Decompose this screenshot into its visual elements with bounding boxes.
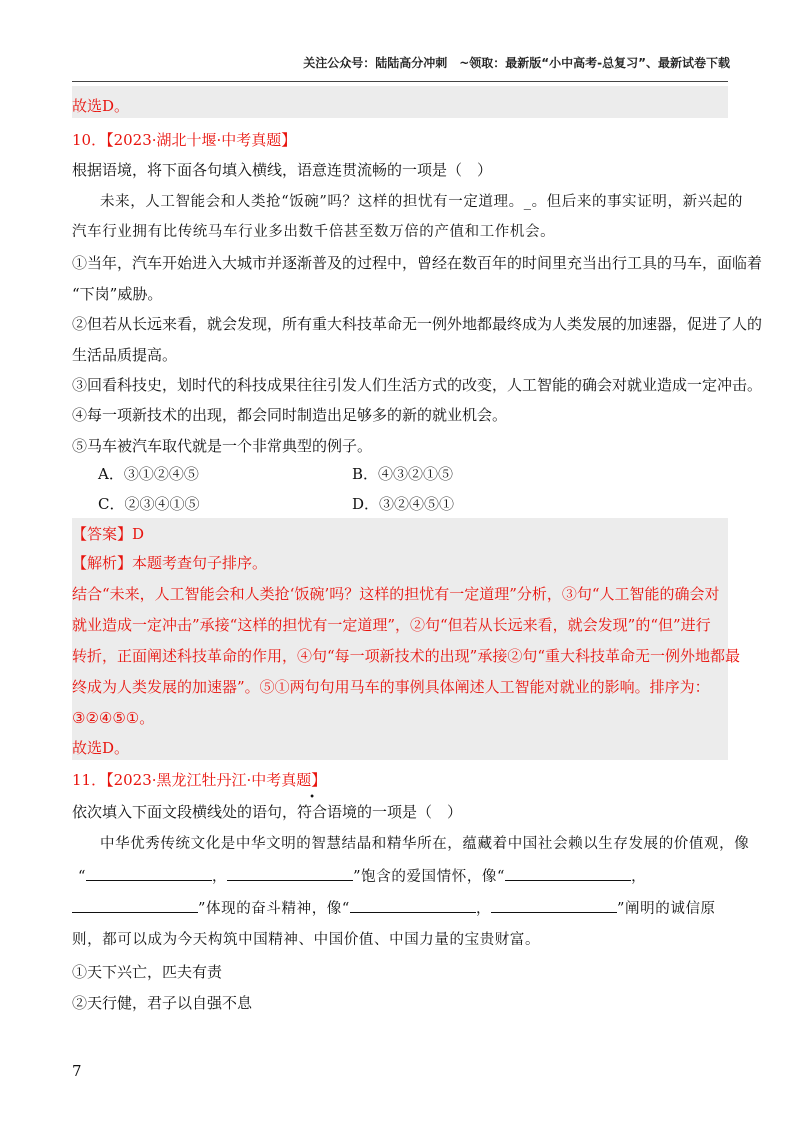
q11-item-2: ②天行健，君子以自强不息 — [72, 994, 253, 1012]
q10-analysis-line-5: ③②④⑤①。 — [72, 709, 155, 727]
blank-1[interactable] — [86, 866, 212, 881]
q10-option-a[interactable]: A．③①②④⑤ — [98, 465, 199, 483]
q11-passage-line-1: 中华优秀传统文化是中华文明的智慧结晶和精华所在，蕴藏着中国社会赖以生存发展的价值观，像 — [100, 836, 750, 852]
q11-stem: 依次填入下面文段横线处的语句，符合语境的一项是（ ） — [72, 803, 463, 821]
q10-analysis-line-3: 转折，正面阐述科技革命的作用，④句“每一项新技术的出现”承接②句“重大科技革命无一例外地都最 — [72, 647, 741, 665]
q10-stem: 根据语境，将下面各句填入横线，语意连贯流畅的一项是（ ） — [72, 161, 493, 179]
q10-option-b[interactable]: B．④③②①⑤ — [352, 465, 454, 483]
q11-passage-line-3: ”体现的奋斗精神，像“ ， ”阐明的诚信原 — [72, 898, 728, 919]
q11-item-1: ①天下兴亡，匹夫有责 — [72, 963, 223, 981]
blank-4[interactable] — [72, 898, 198, 913]
q10-analysis-line-1: 结合“未来，人工智能会和人类抢‘饭碗’吗？这样的担忧有一定道理”分析，③句“人工智能的确会对 — [72, 585, 720, 603]
blank-5[interactable] — [350, 898, 476, 913]
q10-analysis-line-4: 终成为人类发展的加速器”。⑤①两句句用马车的事例具体阐述人工智能对就业的影响。排序为： — [72, 678, 710, 696]
q11-passage-line-4: 则，都可以成为今天构筑中国精神、中国价值、中国力量的宝贵财富。 — [72, 932, 541, 948]
q10-passage-line-2: 汽车行业拥有比传统马车行业多出数千倍甚至数万倍的产值和工作机会。 — [72, 224, 556, 240]
q10-item-3: ③回看科技史，划时代的科技成果往往引发人们生活方式的改变，人工智能的确会对就业造成一定冲击。 — [72, 376, 763, 394]
q10-number-source: 10．【2023·湖北十堰·中考真题】 — [72, 131, 297, 149]
q10-item-2a: ②但若从长远来看，就会发现，所有重大科技革命无一例外地都最终成为人类发展的加速器，促进了人的 — [72, 315, 763, 333]
q10-item-1b: “下岗”威胁。 — [72, 285, 163, 303]
q11-number-source: 11．【2023·黑龙江牡丹江·中考真题】 — [72, 771, 327, 789]
page-number: 7 — [72, 1062, 82, 1080]
q10-item-2b: 生活品质提高。 — [72, 346, 178, 364]
q10-item-1a: ①当年，汽车开始进入大城市并逐渐普及的过程中，曾经在数百年的时间里充当出行工具的马车，面临着 — [72, 254, 763, 272]
q10-conclusion: 故选D。 — [72, 739, 130, 757]
q10-item-5: ⑤马车被汽车取代就是一个非常典型的例子。 — [72, 437, 373, 455]
top-conclusion: 故选D。 — [72, 97, 130, 115]
q10-analysis-line-2: 就业造成一定冲击”承接“这样的担忧有一定道理”，②句“但若从长远来看，就会发现”的“但”进行 — [72, 616, 711, 634]
blank-6[interactable] — [491, 898, 617, 913]
q10-option-d[interactable]: D．③②④⑤① — [352, 495, 455, 513]
header-divider — [72, 81, 728, 82]
q10-answer: 【答案】D — [72, 525, 145, 543]
q11-passage-line-2: “ ， ”饱含的爱国情怀，像“ ， — [78, 866, 734, 887]
q11-emphasis-word: 符合 — [297, 803, 328, 821]
q10-passage-line-1: 未来，人工智能会和人类抢“饭碗”吗？这样的担忧有一定道理。_。但后来的事实证明，新兴起的 — [100, 194, 743, 210]
blank-3[interactable] — [505, 866, 631, 881]
blank-2[interactable] — [227, 866, 353, 881]
q10-analysis-head: 【解析】本题考查句子排序。 — [72, 554, 268, 572]
q10-option-c[interactable]: C．②③④①⑤ — [98, 495, 200, 513]
page-header: 关注公众号：陆陆高分冲刺 ~领取：最新版“小中高考-总复习”、最新试卷下载 — [303, 56, 730, 70]
q10-item-4: ④每一项新技术的出现，都会同时制造出足够多的新的就业机会。 — [72, 406, 508, 424]
